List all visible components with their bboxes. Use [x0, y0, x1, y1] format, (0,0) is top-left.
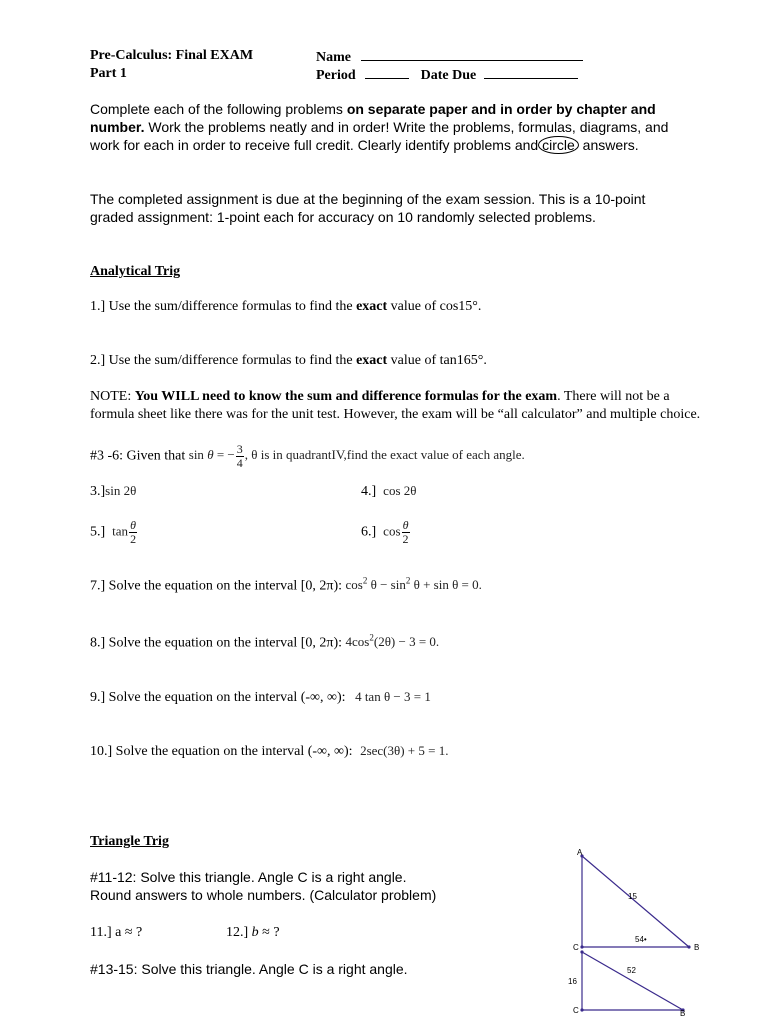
- given-statement: #3 -6: Given that sin θ = − $\frac{3}{4}$ , θ is in quadrantIV,find the exact value of each angle.: [90, 442, 525, 470]
- period-label: Period: [316, 68, 356, 83]
- course-title: Pre-Calculus: Final EXAM: [90, 48, 254, 63]
- tri1-side-label: 15: [628, 892, 637, 901]
- date-due-blank[interactable]: [484, 66, 578, 79]
- note-line-2: formula sheet like there was for the unit test. However, the exam will be “all calculator” and multiple choice.: [90, 407, 701, 422]
- triangle-diagrams: [565, 844, 705, 1024]
- tri2-label-c: C: [573, 1006, 579, 1015]
- tri1-point-b: [687, 945, 690, 948]
- problem-8: 8.] Solve the equation on the interval [0, 2π): $4\cos^2(2\theta) - 3 = 0$.: [90, 633, 440, 651]
- period-blank[interactable]: [365, 66, 409, 79]
- name-label: Name: [316, 50, 351, 65]
- problem-12: 12.] b ≈ ?: [226, 925, 280, 940]
- tri2-point-top: [580, 950, 583, 953]
- intro-paragraph-1: Complete each of the following problems on separate paper and in order by chapter and number. Work the problems neatly and in order! Write the problems, formulas, diagrams, and work for each in order to receive full credit. Clearly identify problems and circle answers.: [90, 101, 669, 153]
- given-fraction: $\frac{3}{4}$: [236, 442, 243, 470]
- tri2-side-hyp: [582, 952, 683, 1010]
- p10-expression: 2sec(3θ) + 5 = 1.: [360, 743, 449, 758]
- problem-9: 9.] Solve the equation on the interval (-∞, ∞): 4 tan θ − 3 = 1: [90, 689, 431, 705]
- tri2-side-left-label: 16: [568, 977, 577, 986]
- problem-1: 1.] Use the sum/difference formulas to find the exact value of cos15°.: [90, 299, 482, 314]
- period-row: [316, 66, 578, 84]
- part-label: Part 1: [90, 66, 127, 81]
- section-title-triangle-trig: Triangle Trig: [90, 834, 169, 849]
- circle-word: circle: [538, 136, 579, 154]
- problem-13-15-intro: #13-15: Solve this triangle. Angle C is a right angle.: [90, 961, 408, 977]
- note-line-1: NOTE: You WILL need to know the sum and difference formulas for the exam. There will not be a: [90, 389, 670, 404]
- problem-11-12-intro-2: Round answers to whole numbers. (Calculator problem): [90, 887, 437, 903]
- p6-fraction: $\frac{\theta}{2}$: [402, 518, 409, 546]
- name-row: [316, 48, 583, 66]
- tri1-angle-label: 54•: [635, 935, 647, 944]
- section-title-analytical-trig: Analytical Trig: [90, 264, 181, 279]
- intro-paragraph-2: The completed assignment is due at the beginning of the exam session. This is a 10-point graded assignment: 1-point each for accuracy on 10 randomly selected problems.: [90, 191, 646, 225]
- p9-expression: 4 tan θ − 3 = 1: [355, 689, 431, 704]
- tri2-point-c: [580, 1008, 583, 1011]
- problem-3: 3.]sin 2θ: [90, 483, 137, 499]
- tri1-label-a: A: [577, 848, 583, 857]
- tri1-side-ab: [582, 856, 689, 947]
- intro-bold: on separate paper and in order by chapter and number.: [90, 101, 656, 135]
- p5-fraction: $\frac{\theta}{2}$: [130, 518, 137, 546]
- problem-5: 5.] tan $\frac{\theta}{2}$: [90, 518, 137, 546]
- problem-2: 2.] Use the sum/difference formulas to find the exact value of tan165°.: [90, 353, 487, 368]
- p8-expression: $4\cos^2(2\theta) - 3 = 0$.: [345, 633, 440, 650]
- tri1-label-b: B: [694, 943, 700, 952]
- problem-11: 11.] a ≈ ?: [90, 925, 143, 940]
- name-blank[interactable]: [361, 48, 583, 61]
- tri1-label-c: C: [573, 943, 579, 952]
- tri2-label-b: B: [680, 1009, 686, 1018]
- problem-4: 4.] cos 2θ: [361, 483, 417, 499]
- problem-6: 6.] cos $\frac{\theta}{2}$: [361, 518, 409, 546]
- p7-expression: $\cos^2 \theta - \sin^2 \theta + \sin \theta = 0$.: [345, 576, 482, 593]
- problem-10: 10.] Solve the equation on the interval (-∞, ∞): 2sec(3θ) + 5 = 1.: [90, 743, 449, 759]
- date-due-label: Date Due: [420, 68, 477, 83]
- problem-7: 7.] Solve the equation on the interval [0, 2π): $\cos^2 \theta - \sin^2 \theta + \sin \theta = 0$.: [90, 576, 482, 594]
- tri2-side-hyp-label: 52: [627, 966, 636, 975]
- given-expression: sin θ = − $\frac{3}{4}$ , θ is in quadrantIV,find the exact value of each angle.: [188, 442, 525, 470]
- tri1-point-c: [580, 945, 583, 948]
- problem-11-12-intro: #11-12: Solve this triangle. Angle C is a right angle.: [90, 869, 407, 885]
